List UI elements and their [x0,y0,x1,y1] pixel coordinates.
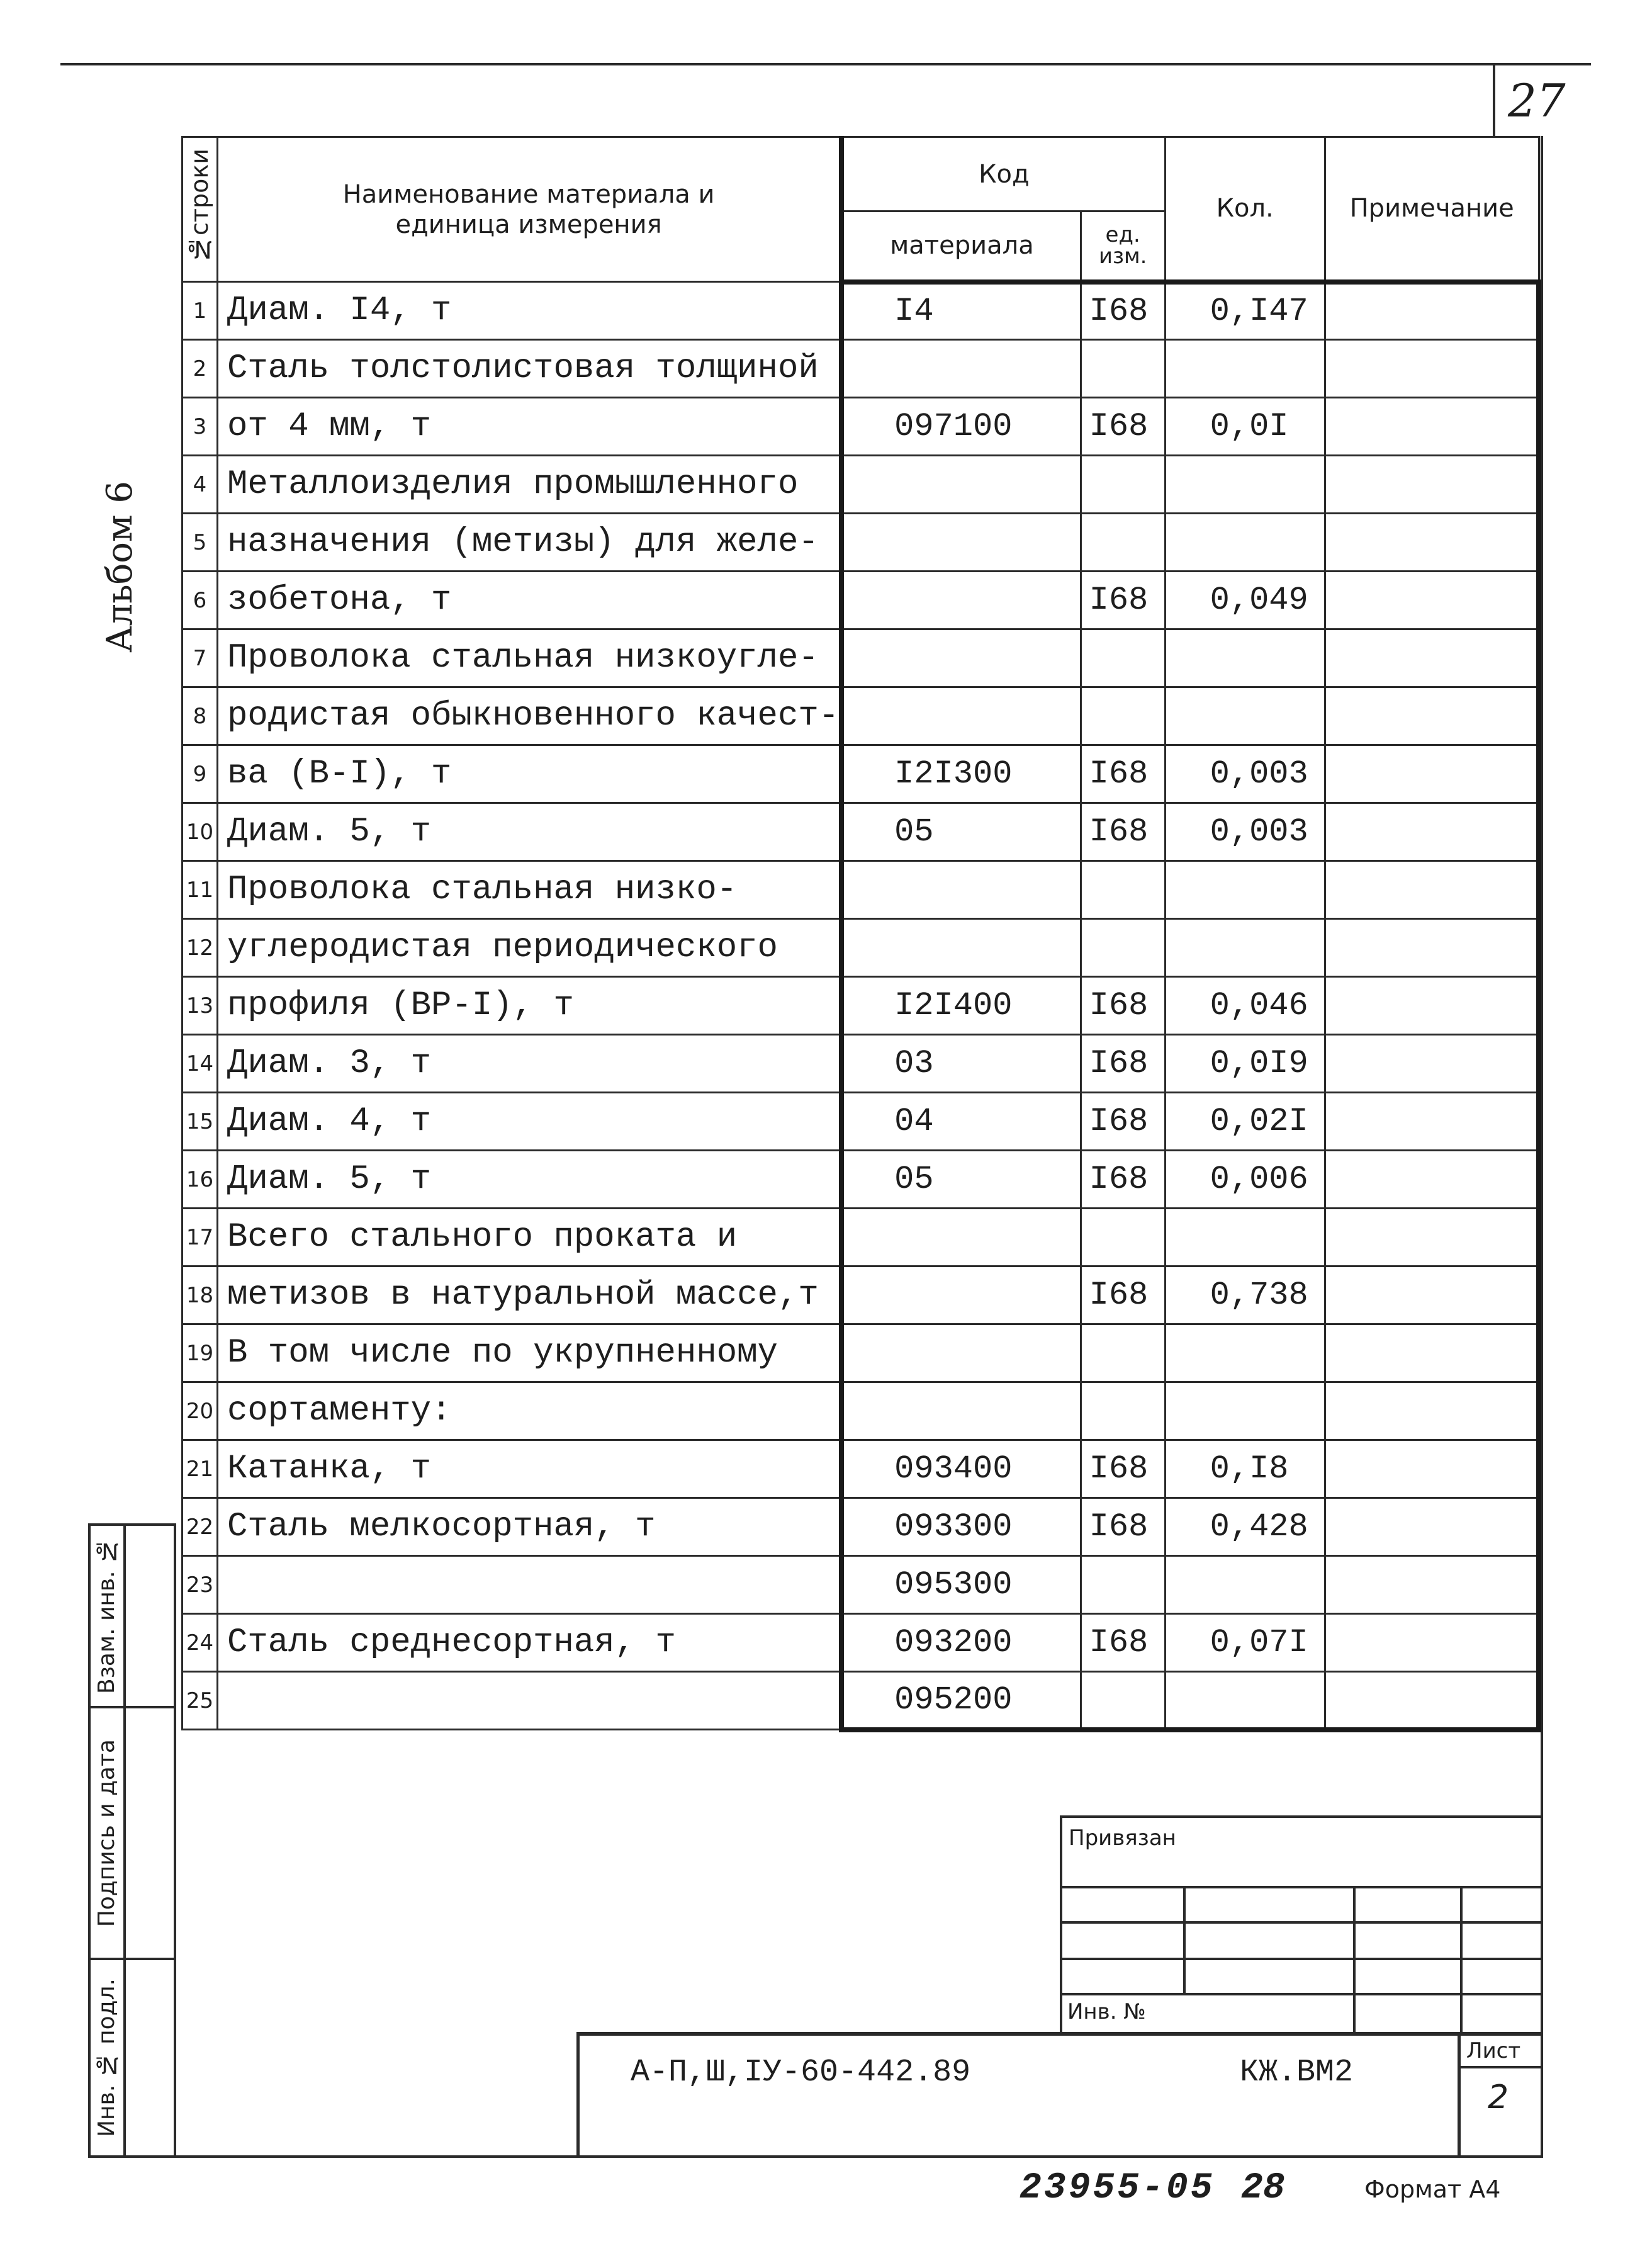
unit-code-cell: I68 [1081,1151,1165,1209]
material-name-cell: Сталь толстолистовая толщиной [218,340,842,398]
note-cell [1325,919,1539,977]
material-name-cell: назначения (метизы) для желе- [218,514,842,572]
sheet-num-footer: 28 [1241,2168,1285,2209]
quantity-cell: 0,02I [1165,1093,1325,1151]
header-note: Примечание [1325,137,1539,282]
material-name-cell: Металлоизделия промышленного [218,456,842,514]
table-row [183,572,1539,629]
table-row [183,1498,1539,1556]
unit-code-cell [1081,687,1165,745]
row-number-cell: 11 [183,861,218,919]
quantity-cell: 0,046 [1165,977,1325,1035]
material-code-cell [841,629,1081,687]
note-cell [1325,1209,1539,1267]
note-cell [1325,1324,1539,1382]
quantity-cell: 0,I47 [1165,282,1325,340]
row-number-cell: 1 [183,282,218,340]
quantity-cell [1165,861,1325,919]
note-cell [1325,456,1539,514]
note-cell [1325,1382,1539,1440]
row-number-cell: 17 [183,1209,218,1267]
table-row [183,1672,1539,1730]
header-row-number: №строки [183,137,218,282]
row-number-cell: 21 [183,1440,218,1498]
material-code-cell: 03 [841,1035,1081,1093]
table-row [183,1209,1539,1267]
row-number-cell: 24 [183,1614,218,1672]
material-code-cell: I2I400 [841,977,1081,1035]
material-name-cell: сортаменту: [218,1382,842,1440]
material-name-cell [218,1672,842,1730]
quantity-cell: 0,428 [1165,1498,1325,1556]
unit-code-cell: I68 [1081,1440,1165,1498]
material-code-cell [841,919,1081,977]
material-name-cell: Диам. I4, т [218,282,842,340]
note-cell [1325,340,1539,398]
note-cell [1325,572,1539,629]
row-number-cell: 3 [183,398,218,456]
material-name-cell: ва (В-I), т [218,745,842,803]
material-code-cell [841,1267,1081,1324]
quantity-cell: 0,I8 [1165,1440,1325,1498]
unit-code-cell [1081,1209,1165,1267]
table-row [183,398,1539,456]
row-number-cell: 7 [183,629,218,687]
table-row [183,629,1539,687]
inv-no-label: Инв. № [1067,1999,1146,2024]
table-row [183,803,1539,861]
document-code: А-П,Ш,IУ-60-442.89 [631,2055,971,2090]
quantity-cell [1165,514,1325,572]
material-code-cell: 093300 [841,1498,1081,1556]
unit-code-cell [1081,456,1165,514]
material-name-cell: Катанка, т [218,1440,842,1498]
unit-code-cell: I68 [1081,1093,1165,1151]
unit-code-cell: I68 [1081,282,1165,340]
unit-code-cell [1081,1556,1165,1614]
note-cell [1325,282,1539,340]
quantity-cell [1165,1672,1325,1730]
note-cell [1325,745,1539,803]
unit-code-cell [1081,1672,1165,1730]
material-code-cell: I4 [841,282,1081,340]
material-name-cell: профиля (ВР-I), т [218,977,842,1035]
quantity-cell: 0,049 [1165,572,1325,629]
material-name-cell: родистая обыкновенного качест- [218,687,842,745]
unit-code-cell [1081,861,1165,919]
stamp-number: 23955-05 [1020,2168,1215,2209]
row-number-cell: 23 [183,1556,218,1614]
row-number-cell: 15 [183,1093,218,1151]
material-code-cell [841,572,1081,629]
material-code-cell [841,687,1081,745]
table-row [183,282,1539,340]
podpis-data-label: Подпись и дата [93,1739,120,1927]
row-number-cell: 14 [183,1035,218,1093]
sheet-label: Лист [1466,2038,1521,2063]
unit-code-cell: I68 [1081,1267,1165,1324]
unit-code-cell: I68 [1081,803,1165,861]
material-name-cell: Всего стального проката и [218,1209,842,1267]
row-number-cell: 10 [183,803,218,861]
document-mark: КЖ.ВМ2 [1240,2055,1354,2090]
row-number-cell: 19 [183,1324,218,1382]
quantity-cell [1165,340,1325,398]
table-row [183,514,1539,572]
table-row [183,861,1539,919]
quantity-cell: 0,003 [1165,803,1325,861]
material-name-cell: Сталь среднесортная, т [218,1614,842,1672]
table-row [183,1093,1539,1151]
top-border-line [60,63,1591,65]
unit-code-cell: I68 [1081,1614,1165,1672]
sheet-number: 2 [1488,2079,1509,2116]
material-code-cell [841,1324,1081,1382]
quantity-cell [1165,687,1325,745]
material-code-cell [841,1382,1081,1440]
material-name-cell: Диам. 5, т [218,1151,842,1209]
quantity-cell: 0,738 [1165,1267,1325,1324]
page-number-box-left [1493,63,1495,137]
material-code-cell: 095200 [841,1672,1081,1730]
material-code-cell [841,514,1081,572]
quantity-cell [1165,1209,1325,1267]
material-code-cell [841,340,1081,398]
table-row [183,745,1539,803]
material-name-cell: Проволока стальная низкоугле- [218,629,842,687]
material-name-cell: Проволока стальная низко- [218,861,842,919]
material-code-cell: 093400 [841,1440,1081,1498]
quantity-cell: 0,006 [1165,1151,1325,1209]
header-material: материала [841,212,1081,282]
header-unit: ед. изм. [1081,212,1165,282]
table-row [183,1151,1539,1209]
material-name-cell: от 4 мм, т [218,398,842,456]
bottom-frame-line [174,2155,1543,2158]
unit-code-cell: I68 [1081,398,1165,456]
note-cell [1325,1151,1539,1209]
material-code-cell: 093200 [841,1614,1081,1672]
material-code-cell: I2I300 [841,745,1081,803]
row-number-cell: 4 [183,456,218,514]
table-row [183,1382,1539,1440]
material-code-cell [841,456,1081,514]
table-row [183,1035,1539,1093]
unit-code-cell: I68 [1081,572,1165,629]
table-row [183,687,1539,745]
materials-table [181,136,1541,1732]
format-label: Формат А4 [1364,2175,1501,2203]
quantity-cell [1165,629,1325,687]
unit-code-cell [1081,629,1165,687]
row-number-cell: 13 [183,977,218,1035]
unit-code-cell: I68 [1081,977,1165,1035]
note-cell [1325,861,1539,919]
quantity-cell [1165,919,1325,977]
quantity-cell [1165,456,1325,514]
header-qty: Кол. [1165,137,1325,282]
note-cell [1325,514,1539,572]
material-name-cell: метизов в натуральной массе,т [218,1267,842,1324]
left-frame-line-lower [174,1766,176,2158]
page-number: 27 [1508,74,1566,127]
note-cell [1325,1556,1539,1614]
table-row [183,977,1539,1035]
row-number-cell: 8 [183,687,218,745]
material-name-cell: В том числе по укрупненному [218,1324,842,1382]
material-code-cell: 05 [841,1151,1081,1209]
quantity-cell: 0,003 [1165,745,1325,803]
material-name-cell: углеродистая периодического [218,919,842,977]
row-number-cell: 16 [183,1151,218,1209]
table-row [183,1267,1539,1324]
material-code-cell: 04 [841,1093,1081,1151]
table-row [183,1614,1539,1672]
privyazan-label: Привязан [1069,1825,1176,1851]
table-row [183,1440,1539,1498]
material-name-cell: Диам. 4, т [218,1093,842,1151]
material-name-cell [218,1556,842,1614]
note-cell [1325,398,1539,456]
row-number-cell: 2 [183,340,218,398]
note-cell [1325,1614,1539,1672]
unit-code-cell [1081,1382,1165,1440]
unit-code-cell [1081,919,1165,977]
unit-code-cell: I68 [1081,1498,1165,1556]
note-cell [1325,1498,1539,1556]
material-name-cell: Диам. 3, т [218,1035,842,1093]
row-number-cell: 6 [183,572,218,629]
material-name-cell: Диам. 5, т [218,803,842,861]
unit-code-cell [1081,514,1165,572]
table-row [183,1324,1539,1382]
note-cell [1325,1093,1539,1151]
material-name-cell: Сталь мелкосортная, т [218,1498,842,1556]
table-body [183,282,1539,1730]
material-code-cell: 05 [841,803,1081,861]
vzam-inv-label: Взам. инв. № [93,1538,120,1694]
quantity-cell [1165,1324,1325,1382]
table-row [183,1556,1539,1614]
row-number-cell: 12 [183,919,218,977]
album-label: Альбом 6 [99,480,140,653]
material-name-cell: зобетона, т [218,572,842,629]
inv-podl-label: Инв. № подл. [93,1978,120,2137]
row-number-cell: 18 [183,1267,218,1324]
quantity-cell: 0,0I9 [1165,1035,1325,1093]
quantity-cell: 0,0I [1165,398,1325,456]
header-code: Код [841,137,1165,212]
unit-code-cell: I68 [1081,745,1165,803]
note-cell [1325,1672,1539,1730]
note-cell [1325,1035,1539,1093]
row-number-cell: 5 [183,514,218,572]
note-cell [1325,687,1539,745]
note-cell [1325,977,1539,1035]
note-cell [1325,1267,1539,1324]
unit-code-cell: I68 [1081,1035,1165,1093]
material-code-cell: 095300 [841,1556,1081,1614]
note-cell [1325,803,1539,861]
table-row [183,456,1539,514]
material-code-cell [841,1209,1081,1267]
note-cell [1325,629,1539,687]
material-code-cell [841,861,1081,919]
material-code-cell: 097100 [841,398,1081,456]
quantity-cell [1165,1382,1325,1440]
row-number-cell: 22 [183,1498,218,1556]
unit-code-cell [1081,1324,1165,1382]
header-name: Наименование материала и единица измерения [218,137,842,282]
quantity-cell [1165,1556,1325,1614]
row-number-cell: 25 [183,1672,218,1730]
note-cell [1325,1440,1539,1498]
table-row [183,919,1539,977]
row-number-cell: 9 [183,745,218,803]
quantity-cell: 0,07I [1165,1614,1325,1672]
table-row [183,340,1539,398]
unit-code-cell [1081,340,1165,398]
row-number-cell: 20 [183,1382,218,1440]
